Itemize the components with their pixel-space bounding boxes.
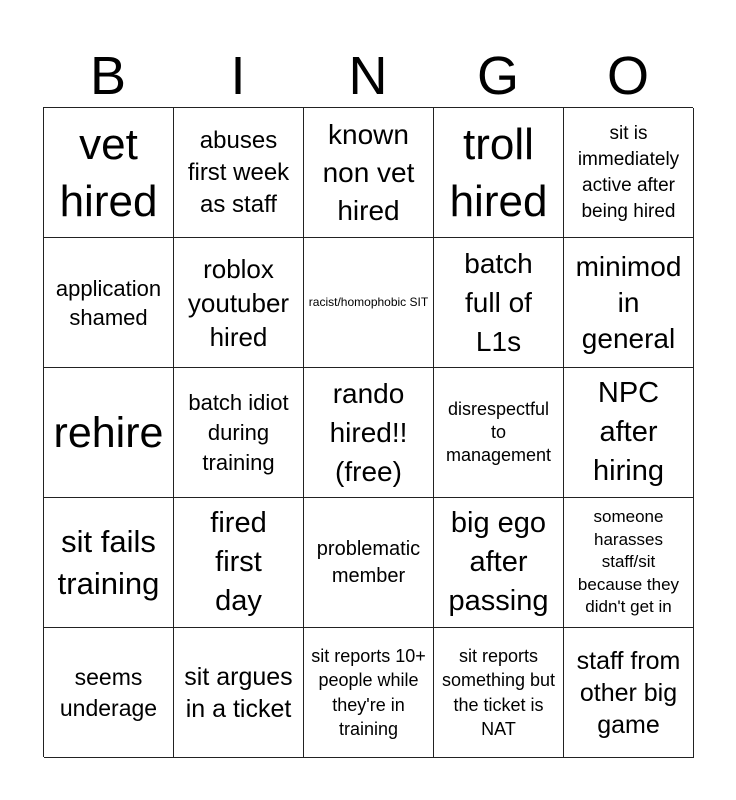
bingo-cell[interactable] [564, 498, 694, 628]
bingo-cell[interactable] [304, 108, 434, 238]
bingo-cell[interactable] [304, 368, 434, 498]
cell-text: sit reports 10+ people while they're in training [311, 645, 426, 739]
cell-text: rehire [53, 408, 164, 457]
bingo-cell[interactable] [44, 368, 174, 498]
bingo-header [43, 46, 693, 106]
cell-text: sit reports something but the ticket is NAT [441, 645, 556, 739]
cell-text: rando hired!! (free) [329, 378, 408, 487]
bingo-cell[interactable] [174, 628, 304, 758]
bingo-cell[interactable] [44, 238, 174, 368]
header-letter-n: N [348, 46, 388, 106]
bingo-cell[interactable] [44, 498, 174, 628]
cell-text: staff from other big game [576, 646, 681, 739]
cell-text: someone harasses staff/sit because they didn't get in [577, 507, 680, 617]
cell-text: disrespectful to management [445, 399, 552, 465]
cell-text: known non vet hired [322, 118, 415, 226]
cell-text: sit argues in a ticket [184, 662, 293, 723]
bingo-cell[interactable] [564, 368, 694, 498]
bingo-card [43, 107, 693, 757]
bingo-cell[interactable] [44, 108, 174, 238]
cell-text: sit fails training [57, 523, 160, 601]
bingo-cell[interactable] [434, 368, 564, 498]
cell-text: sit is immediately active after being hired [577, 122, 680, 222]
cell-text: abuses first week as staff [187, 126, 290, 218]
bingo-cell[interactable] [434, 498, 564, 628]
bingo-cell[interactable] [304, 628, 434, 758]
bingo-cell[interactable] [174, 368, 304, 498]
cell-text: big ego after passing [448, 507, 549, 617]
bingo-cell[interactable] [44, 628, 174, 758]
cell-text: racist/homophobic SIT [308, 295, 429, 309]
bingo-cell[interactable] [564, 628, 694, 758]
cell-text: application shamed [55, 275, 162, 330]
cell-text: troll hired [449, 119, 548, 226]
bingo-cell[interactable] [564, 108, 694, 238]
header-letter-b: B [89, 46, 127, 106]
bingo-cell[interactable] [304, 238, 434, 368]
cell-text: batch idiot during training [188, 389, 289, 475]
bingo-cell[interactable] [174, 108, 304, 238]
cell-text: fired first day [210, 507, 267, 617]
bingo-cell[interactable] [434, 108, 564, 238]
bingo-cell[interactable] [174, 238, 304, 368]
header-letter-i: I [230, 46, 246, 106]
cell-text: batch full of L1s [464, 248, 533, 357]
cell-text: seems underage [59, 663, 158, 721]
header-letter-o: O [606, 46, 649, 106]
cell-text: minimod in general [575, 250, 682, 354]
cell-text: vet hired [59, 119, 158, 226]
cell-text: roblox youtuber hired [187, 253, 290, 352]
bingo-cell[interactable] [434, 238, 564, 368]
bingo-cell[interactable] [564, 238, 694, 368]
cell-text: NPC after hiring [593, 377, 664, 487]
header-letter-g: G [476, 46, 519, 106]
bingo-cell[interactable] [174, 498, 304, 628]
cell-text: problematic member [316, 537, 421, 587]
bingo-cell[interactable] [434, 628, 564, 758]
bingo-cell[interactable] [304, 498, 434, 628]
